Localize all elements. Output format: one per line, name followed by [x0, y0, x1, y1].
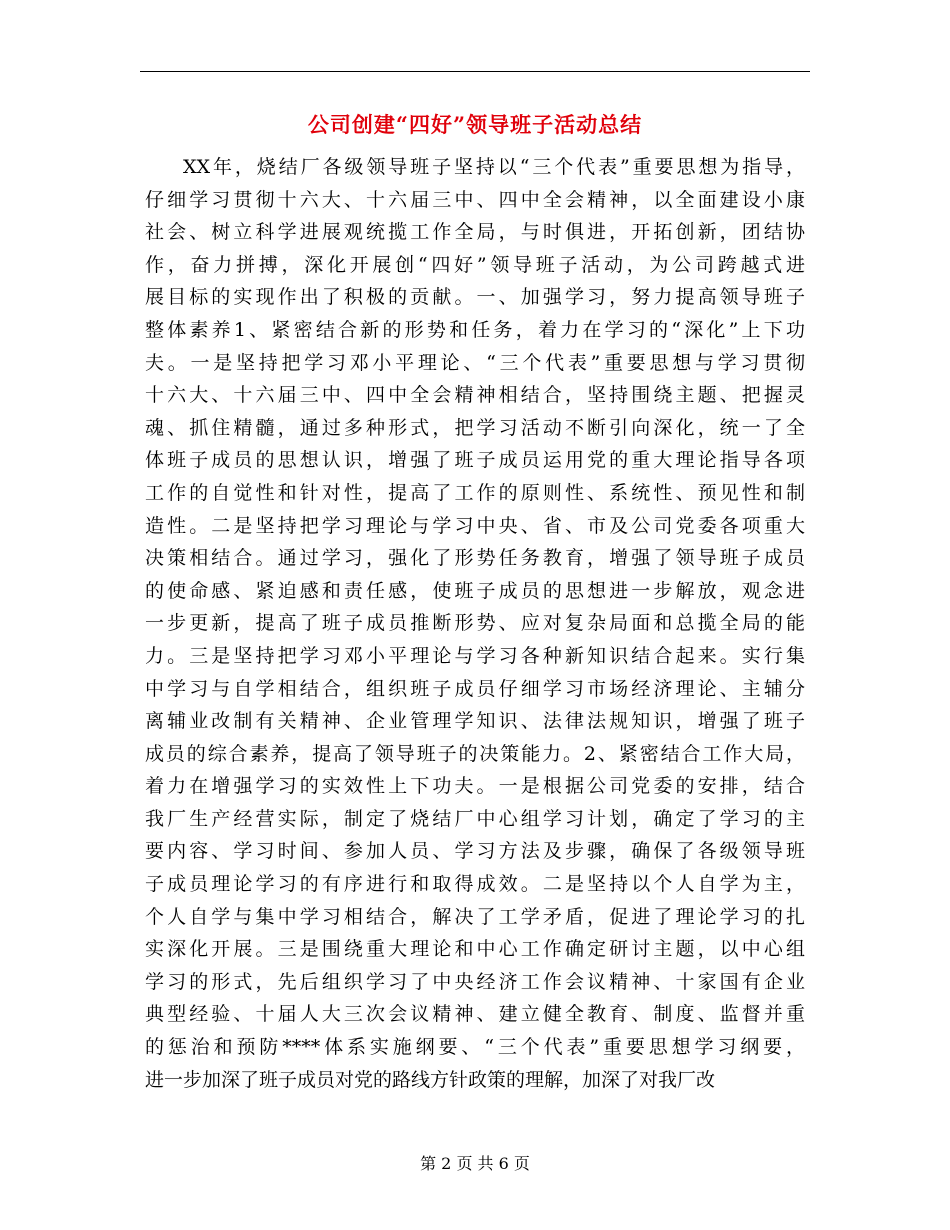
body-line: 中学习与自学相结合，组织班子成员仔细学习市场经济理论、主辅分	[145, 677, 805, 700]
body-line: 十六大、十六届三中、四中全会精神相结合，坚持围绕主题、把握灵	[145, 384, 805, 407]
body-line: 进一步加深了班子成员对党的路线方针政策的理解，加深了对我厂改	[145, 1068, 716, 1091]
body-line: 实深化开展。三是围绕重大理论和中心工作确定研讨主题，以中心组	[145, 938, 805, 961]
body-line: 我厂生产经营实际，制定了烧结厂中心组学习计划，确定了学习的主	[145, 807, 805, 830]
body-line: 体班子成员的思想认识，增强了班子成员运用党的重大理论指导各项	[145, 449, 805, 472]
body-line: XX年，烧结厂各级领导班子坚持以“三个代表”重要思想为指导，	[183, 156, 805, 178]
body-line: 造性。二是坚持把学习理论与学习中央、省、市及公司党委各项重大	[145, 514, 805, 537]
body-line: 子成员理论学习的有序进行和取得成效。二是坚持以个人自学为主，	[145, 873, 805, 896]
body-line: 典型经验、十届人大三次会议精神、建立健全教育、制度、监督并重	[145, 1003, 805, 1026]
body-line: 社会、树立科学进展观统揽工作全局，与时俱进，开拓创新，团结协	[145, 221, 805, 244]
body-line: 仔细学习贯彻十六大、十六届三中、四中全会精神，以全面建设小康	[145, 188, 805, 211]
body-line: 工作的自觉性和针对性，提高了工作的原则性、系统性、预见性和制	[145, 481, 805, 504]
body-line: 决策相结合。通过学习，强化了形势任务教育，增强了领导班子成员	[145, 547, 805, 570]
body-line: 的使命感、紧迫感和责任感，使班子成员的思想进一步解放，观念进	[145, 579, 805, 602]
body-line: 成员的综合素养，提高了领导班子的决策能力。2、紧密结合工作大局，	[145, 742, 805, 765]
body-line: 学习的形式，先后组织学习了中央经济工作会议精神、十家国有企业	[145, 970, 805, 993]
body-line: 一步更新，提高了班子成员推断形势、应对复杂局面和总揽全局的能	[145, 612, 805, 635]
page-number: 第 2 页 共 6 页	[420, 1154, 530, 1173]
header-rule	[140, 71, 810, 72]
body-line: 整体素养1、紧密结合新的形势和任务，着力在学习的“深化”上下功	[145, 318, 805, 341]
body-line: 展目标的实现作出了积极的贡献。一、加强学习，努力提高领导班子	[145, 286, 805, 309]
body-line: 要内容、学习时间、参加人员、学习方法及步骤，确保了各级领导班	[145, 840, 805, 863]
body-line: 个人自学与集中学习相结合，解决了工学矛盾，促进了理论学习的扎	[145, 905, 805, 928]
body-line: 的惩治和预防****体系实施纲要、“三个代表”重要思想学习纲要，	[145, 1036, 805, 1059]
body-line: 力。三是坚持把学习邓小平理论与学习各种新知识结合起来。实行集	[145, 644, 805, 667]
body-line: 魂、抓住精髓，通过多种形式，把学习活动不断引向深化，统一了全	[145, 416, 805, 439]
body-line: 着力在增强学习的实效性上下功夫。一是根据公司党委的安排，结合	[145, 775, 805, 798]
document-body	[145, 151, 805, 1096]
body-line: 作，奋力拼搏，深化开展创“四好”领导班子活动，为公司跨越式进	[145, 253, 805, 276]
document-title: 公司创建“四好”领导班子活动总结	[307, 112, 643, 137]
body-line: 离辅业改制有关精神、企业管理学知识、法律法规知识，增强了班子	[145, 710, 805, 733]
body-line: 夫。一是坚持把学习邓小平理论、“三个代表”重要思想与学习贯彻	[145, 351, 805, 374]
